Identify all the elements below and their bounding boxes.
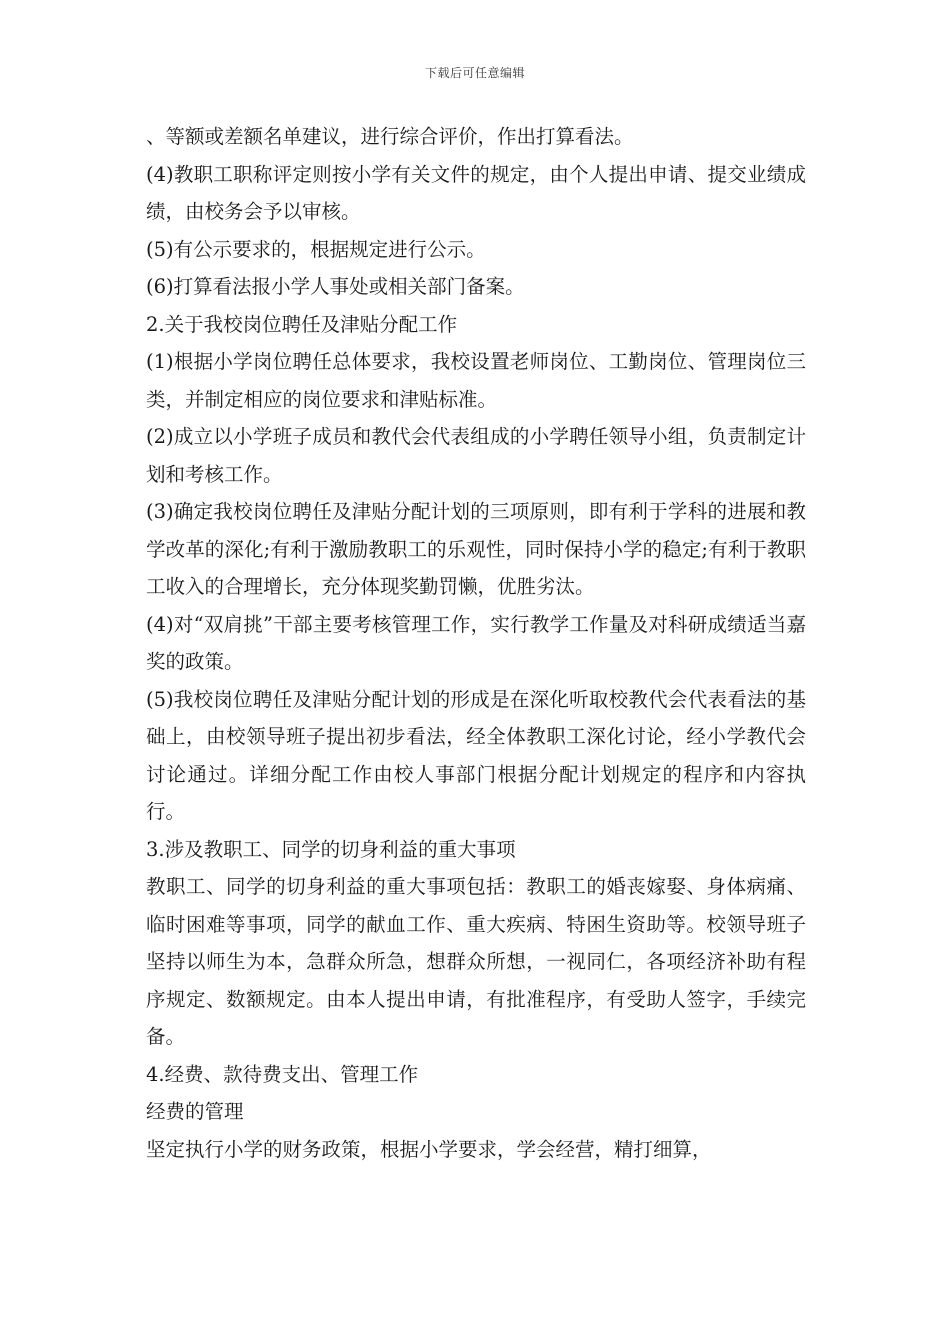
paragraph: (5)有公示要求的，根据规定进行公示。 [146,237,486,261]
paragraph: (4)教职工职称评定则按小学有关文件的规定，由个人提出申请、提交业绩成绩，由校务会予以审核。 [146,162,806,223]
subsection-heading: 经费的管理 [146,1100,244,1123]
section-heading: 3.涉及教职工、同学的切身利益的重大事项 [146,837,516,861]
paragraph: (4)对“双肩挑”干部主要考核管理工作，实行教学工作量及对科研成绩适当嘉奖的政策。 [146,612,806,673]
paragraph: (2)成立以小学班子成员和教代会代表组成的小学聘任领导小组，负责制定计划和考核工作。 [146,425,806,486]
paragraph: 教职工、同学的切身利益的重大事项包括：教职工的婚丧嫁娶、身体病痛、临时困难等事项，同学的献血工作、重大疾病、特困生资助等。校领导班子坚持以师生为本，急群众所急，想群众所想，一视同仁，各项经济补助有程序规定、数额规定。由本人提出申请，有批准程序，有受助人签字，手续完备。 [146,875,806,1048]
paragraph: (3)确定我校岗位聘任及津贴分配计划的三项原则，即有利于学科的进展和教学改革的深化;有利于激励教职工的乐观性，同时保持小学的稳定;有利于教职工收入的合理增长，充分体现奖勤罚懒，优胜劣汰。 [146,500,806,598]
document-body [146,118,806,1168]
paragraph: 坚定执行小学的财务政策，根据小学要求，学会经营，精打细算， [146,1137,712,1161]
paragraph: 、等额或差额名单建议，进行综合评价，作出打算看法。 [146,125,634,148]
section-heading: 2.关于我校岗位聘任及津贴分配工作 [146,312,458,336]
section-heading: 4.经费、款待费支出、管理工作 [146,1062,419,1086]
paragraph: (6)打算看法报小学人事处或相关部门备案。 [146,275,525,298]
paragraph: (1)根据小学岗位聘任总体要求，我校设置老师岗位、工勤岗位、管理岗位三类，并制定相应的岗位要求和津贴标准。 [146,350,806,411]
paragraph: (5)我校岗位聘任及津贴分配计划的形成是在深化听取校教代会代表看法的基础上，由校领导班子提出初步看法，经全体教职工深化讨论，经小学教代会讨论通过。详细分配工作由校人事部门根据分配计划规定的程序和内容执行。 [146,687,806,823]
page-header: 下载后可任意编辑 [424,66,525,80]
